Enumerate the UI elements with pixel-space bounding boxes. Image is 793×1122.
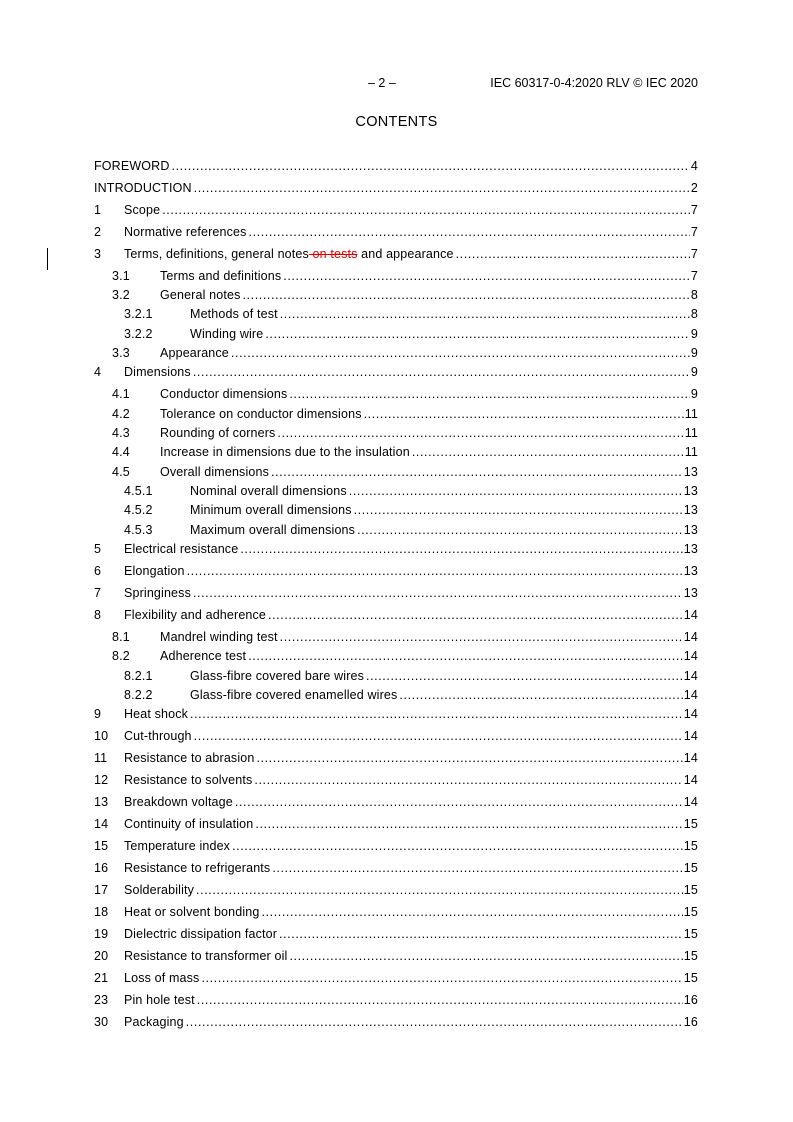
toc-entry-title (124, 729, 194, 743)
toc-entry-title (124, 773, 254, 787)
toc-entry-title-text: Glass-fibre covered bare wires (190, 669, 365, 683)
toc-entry-number: 4.5.3 (124, 523, 153, 537)
toc-entry-title (124, 817, 255, 831)
toc-entry-page: 9 (690, 365, 698, 379)
toc-entry-number: 8.2.1 (124, 669, 153, 683)
toc-entry-title (124, 795, 235, 809)
toc-entry-number: 20 (94, 949, 109, 963)
toc-entry-title (94, 159, 172, 173)
dot-leader (280, 630, 683, 644)
dot-leader (283, 269, 690, 283)
toc-entry[interactable] (94, 858, 698, 878)
dot-leader (249, 225, 690, 239)
toc-entry-number: 16 (94, 861, 109, 875)
toc-entry-page: 16 (683, 993, 698, 1007)
dot-leader (231, 346, 690, 360)
toc-entry-page: 14 (683, 729, 698, 743)
toc-entry-number: 17 (94, 883, 109, 897)
toc-entry-title-text: General notes (160, 288, 241, 302)
toc-entry-title (124, 225, 249, 239)
dot-leader (272, 861, 682, 875)
toc-entry-title (190, 688, 399, 702)
dot-leader (194, 181, 690, 195)
toc-entry-title (190, 484, 349, 498)
toc-entry-title (124, 365, 193, 379)
toc-entry[interactable] (94, 583, 698, 603)
toc-entry-title-text: Heat or solvent bonding (124, 905, 260, 919)
toc-entry[interactable] (94, 770, 698, 790)
toc-entry-title (160, 649, 248, 663)
toc-entry-title (160, 288, 242, 302)
toc-entry-title (190, 307, 280, 321)
toc-entry-page: 7 (690, 203, 698, 217)
toc-entry-number: 7 (94, 586, 102, 600)
toc-entry-title (160, 445, 412, 459)
toc-entry-title-text: Methods of test (190, 307, 278, 321)
toc-entry-page: 15 (683, 817, 698, 831)
change-bar (47, 248, 48, 270)
toc-entry-title-continued: and appearance (357, 247, 454, 261)
toc-entry[interactable] (94, 748, 698, 768)
toc-entry-page: 4 (690, 159, 698, 173)
toc-entry-page: 13 (683, 564, 698, 578)
toc-entry[interactable] (94, 200, 698, 220)
toc-entry-title (160, 630, 280, 644)
toc-entry-number: 11 (94, 751, 108, 765)
toc-entry-title-text: Packaging (124, 1015, 184, 1029)
toc-entry-title-text: Overall dimensions (160, 465, 269, 479)
toc-entry-title (160, 269, 283, 283)
dot-leader (194, 729, 683, 743)
toc-entry[interactable] (94, 343, 698, 363)
toc-entry-page: 13 (683, 465, 698, 479)
dot-leader (240, 542, 682, 556)
toc-entry-page: 14 (683, 688, 698, 702)
toc-entry-number: 10 (94, 729, 109, 743)
toc-entry-title-text: Electrical resistance (124, 542, 239, 556)
toc-entry-page: 15 (683, 949, 698, 963)
toc-entry-page: 13 (683, 542, 698, 556)
dot-leader (196, 883, 683, 897)
toc-entry[interactable] (94, 704, 698, 724)
toc-entry-title-text: Tolerance on conductor dimensions (160, 407, 362, 421)
toc-entry-number: 4.5.2 (124, 503, 153, 517)
dot-leader (261, 905, 682, 919)
toc-entry-title (160, 407, 364, 421)
toc-entry-number: 4.1 (112, 387, 130, 401)
toc-entry-title-text: Dimensions (124, 365, 191, 379)
toc-entry[interactable] (94, 442, 698, 462)
toc-entry-title-text: Conductor dimensions (160, 387, 288, 401)
toc-entry-title-text: Resistance to refrigerants (124, 861, 271, 875)
toc-entry-number: 9 (94, 707, 102, 721)
toc-entry-title-text: Increase in dimensions due to the insulation (160, 445, 410, 459)
toc-entry-page: 11 (684, 426, 698, 440)
toc-entry-page: 14 (683, 649, 698, 663)
toc-entry-page: 15 (683, 971, 698, 985)
toc-entry[interactable] (94, 244, 698, 264)
toc-entry-page: 14 (683, 669, 698, 683)
toc-entry-number: 4.5.1 (124, 484, 153, 498)
dot-leader (256, 751, 682, 765)
dot-leader (248, 649, 683, 663)
toc-entry-title (94, 181, 194, 195)
toc-entry-page: 15 (683, 883, 698, 897)
toc-entry[interactable] (94, 726, 698, 746)
toc-entry-title-text: Nominal overall dimensions (190, 484, 347, 498)
toc-entry-title (190, 669, 366, 683)
dot-leader (357, 523, 683, 537)
toc-entry-number: 12 (94, 773, 109, 787)
toc-entry-title (124, 839, 232, 853)
toc-entry-page: 14 (683, 773, 698, 787)
toc-entry-title-text: INTRODUCTION (94, 181, 192, 195)
toc-entry-title-text: Cut-through (124, 729, 192, 743)
dot-leader (197, 993, 683, 1007)
toc-entry[interactable] (94, 481, 698, 501)
toc-entry-title (124, 247, 456, 261)
toc-entry-page: 14 (683, 795, 698, 809)
dot-leader (271, 465, 683, 479)
toc-entry-page: 8 (690, 307, 698, 321)
toc-entry-title (160, 346, 231, 360)
contents-title: CONTENTS (355, 114, 438, 130)
toc-entry-page: 13 (683, 523, 698, 537)
dot-leader (193, 365, 690, 379)
toc-entry-title-text: Flexibility and adherence (124, 608, 267, 622)
toc-entry-number: 8.2 (112, 649, 130, 663)
toc-entry-page: 14 (683, 707, 698, 721)
toc-entry-title-text: Normative references (124, 225, 247, 239)
toc-entry-title-text: Glass-fibre covered enamelled wires (190, 688, 398, 702)
dot-leader (277, 426, 683, 440)
toc-entry[interactable] (94, 685, 698, 705)
toc-entry-title-text: Resistance to solvents (124, 773, 253, 787)
toc-entry-title (190, 523, 357, 537)
dot-leader (242, 288, 689, 302)
toc-entry-title (190, 503, 354, 517)
toc-entry-title (124, 905, 261, 919)
toc-entry-page: 7 (690, 225, 698, 239)
toc-entry-page: 13 (683, 484, 698, 498)
toc-entry-title-text: Temperature index (124, 839, 231, 853)
toc-entry-page: 14 (683, 608, 698, 622)
toc-entry[interactable] (94, 605, 698, 625)
toc-entry-page: 14 (683, 751, 698, 765)
toc-entry-title-text: Resistance to abrasion (124, 751, 255, 765)
toc-entry-page: 7 (690, 269, 698, 283)
toc-entry-number: 6 (94, 564, 102, 578)
toc-entry-title-text: FOREWORD (94, 159, 170, 173)
dot-leader (289, 949, 682, 963)
toc-entry-number: 3.2 (112, 288, 130, 302)
toc-entry[interactable] (94, 384, 698, 404)
dot-leader (187, 564, 683, 578)
toc-entry-number: 4.2 (112, 407, 130, 421)
toc-entry-number: 8 (94, 608, 102, 622)
toc-entry-page: 15 (683, 861, 698, 875)
toc-entry[interactable] (94, 968, 698, 988)
toc-entry-title (124, 883, 196, 897)
toc-entry-number: 13 (94, 795, 109, 809)
toc-entry[interactable] (94, 836, 698, 856)
toc-entry-number: 3.3 (112, 346, 130, 360)
toc-entry-title-text: Terms, definitions, general notes (124, 247, 309, 261)
toc-entry-title (124, 927, 279, 941)
toc-entry-number: 18 (94, 905, 109, 919)
toc-entry-number: 30 (94, 1015, 109, 1029)
toc-entry-number: 1 (94, 203, 102, 217)
toc-entry-title-text: Elongation (124, 564, 185, 578)
toc-entry-page: 15 (683, 839, 698, 853)
toc-entry-number: 4.4 (112, 445, 130, 459)
toc-entry-page: 7 (690, 247, 698, 261)
toc-entry[interactable] (94, 404, 698, 424)
toc-entry-title-text: Adherence test (160, 649, 247, 663)
toc-entry-number: 3.2.1 (124, 307, 153, 321)
toc-entry-title-text: Appearance (160, 346, 229, 360)
toc-entry-title-text: Springiness (124, 586, 191, 600)
toc-entry-page: 13 (683, 503, 698, 517)
toc-entry-title-text: Solderability (124, 883, 195, 897)
toc-entry-number: 3.2.2 (124, 327, 153, 341)
toc-entry-page: 9 (690, 327, 698, 341)
toc-entry[interactable] (94, 362, 698, 382)
toc-entry-number: 5 (94, 542, 102, 556)
toc-entry-number: 4.5 (112, 465, 130, 479)
toc-entry[interactable] (94, 462, 698, 482)
dot-leader (412, 445, 684, 459)
deleted-text: on tests (308, 247, 358, 261)
toc-entry-page: 9 (690, 387, 698, 401)
toc-entry-title-text: Mandrel winding test (160, 630, 278, 644)
toc-entry[interactable] (94, 902, 698, 922)
toc-entry[interactable] (94, 946, 698, 966)
toc-entry-number: 23 (94, 993, 109, 1007)
toc-entry-number: 4.3 (112, 426, 130, 440)
toc-entry-title (124, 564, 187, 578)
toc-entry-title (124, 1015, 186, 1029)
toc-entry-title-text: Maximum overall dimensions (190, 523, 356, 537)
toc-entry-title (124, 203, 162, 217)
toc-entry[interactable] (94, 222, 698, 242)
dot-leader (162, 203, 690, 217)
toc-entry-number: 4 (94, 365, 102, 379)
page-number: – 2 – (368, 76, 396, 90)
toc-entry-number: 3.1 (112, 269, 130, 283)
toc-entry-page: 8 (690, 288, 698, 302)
dot-leader (399, 688, 682, 702)
dot-leader (254, 773, 682, 787)
toc-entry-title-text: Terms and definitions (160, 269, 282, 283)
toc-entry-title-text: Scope (124, 203, 161, 217)
toc-entry[interactable] (94, 178, 698, 198)
standard-reference: IEC 60317-0-4:2020 RLV © IEC 2020 (490, 76, 698, 90)
toc-entry-number: 3 (94, 247, 102, 261)
toc-entry[interactable] (94, 880, 698, 900)
toc-entry-page: 9 (690, 346, 698, 360)
toc-entry-title (160, 465, 271, 479)
toc-entry[interactable] (94, 561, 698, 581)
toc-entry[interactable] (94, 539, 698, 559)
toc-entry-title (124, 586, 193, 600)
toc-entry-title-text: Minimum overall dimensions (190, 503, 352, 517)
toc-entry[interactable] (94, 500, 698, 520)
dot-leader (190, 707, 683, 721)
dot-leader (366, 669, 683, 683)
toc-entry-number: 15 (94, 839, 109, 853)
toc-entry-title (124, 542, 240, 556)
toc-entry-number: 21 (94, 971, 109, 985)
toc-entry-number: 8.2.2 (124, 688, 153, 702)
toc-entry-title-text: Dielectric dissipation factor (124, 927, 278, 941)
toc-entry-page: 15 (683, 905, 698, 919)
toc-entry-title-text: Continuity of insulation (124, 817, 254, 831)
toc-entry-title (124, 751, 256, 765)
dot-leader (265, 327, 690, 341)
dot-leader (289, 387, 690, 401)
dot-leader (201, 971, 682, 985)
toc-entry-title-text: Heat shock (124, 707, 189, 721)
toc-entry-title (124, 971, 201, 985)
toc-entry-page: 11 (684, 445, 698, 459)
toc-entry-number: 2 (94, 225, 102, 239)
toc-entry-title (160, 387, 289, 401)
toc-entry[interactable] (94, 304, 698, 324)
toc-entry[interactable] (94, 156, 698, 176)
dot-leader (280, 307, 690, 321)
toc-entry[interactable] (94, 646, 698, 666)
toc-entry[interactable] (94, 423, 698, 443)
dot-leader (186, 1015, 683, 1029)
toc-entry-title-text: Winding wire (190, 327, 264, 341)
toc-entry-title (124, 608, 268, 622)
toc-entry-title-text: Resistance to transformer oil (124, 949, 288, 963)
toc-entry[interactable] (94, 924, 698, 944)
toc-entry-title (124, 861, 272, 875)
toc-entry-title (124, 949, 289, 963)
toc-entry-page: 13 (683, 586, 698, 600)
toc-entry-page: 14 (683, 630, 698, 644)
toc-entry-title (190, 327, 265, 341)
toc-entry[interactable] (94, 324, 698, 344)
toc-entry-page: 11 (684, 407, 698, 421)
toc-entry[interactable] (94, 814, 698, 834)
dot-leader (232, 839, 683, 853)
toc-entry-title (124, 993, 197, 1007)
toc-entry-page: 2 (690, 181, 698, 195)
toc-entry[interactable] (94, 266, 698, 286)
toc-entry-number: 14 (94, 817, 109, 831)
toc-entry[interactable] (94, 792, 698, 812)
toc-entry-page: 15 (683, 927, 698, 941)
toc-entry[interactable] (94, 1012, 698, 1032)
dot-leader (364, 407, 684, 421)
dot-leader (349, 484, 683, 498)
dot-leader (193, 586, 683, 600)
toc-entry[interactable] (94, 520, 698, 540)
toc-entry-title-text: Breakdown voltage (124, 795, 233, 809)
toc-entry-title-text: Loss of mass (124, 971, 200, 985)
toc-entry-title (160, 426, 277, 440)
toc-entry-number: 19 (94, 927, 109, 941)
dot-leader (354, 503, 683, 517)
dot-leader (172, 159, 690, 173)
toc-entry-number: 8.1 (112, 630, 130, 644)
toc-entry[interactable] (94, 666, 698, 686)
toc-entry-title-text: Rounding of corners (160, 426, 276, 440)
dot-leader (456, 247, 690, 261)
toc-entry-title (124, 707, 190, 721)
dot-leader (255, 817, 682, 831)
dot-leader (279, 927, 683, 941)
toc-entry[interactable] (94, 627, 698, 647)
toc-entry-page: 16 (683, 1015, 698, 1029)
toc-entry-title-text: Pin hole test (124, 993, 195, 1007)
toc-entry[interactable] (94, 285, 698, 305)
toc-entry[interactable] (94, 990, 698, 1010)
dot-leader (235, 795, 683, 809)
dot-leader (268, 608, 683, 622)
